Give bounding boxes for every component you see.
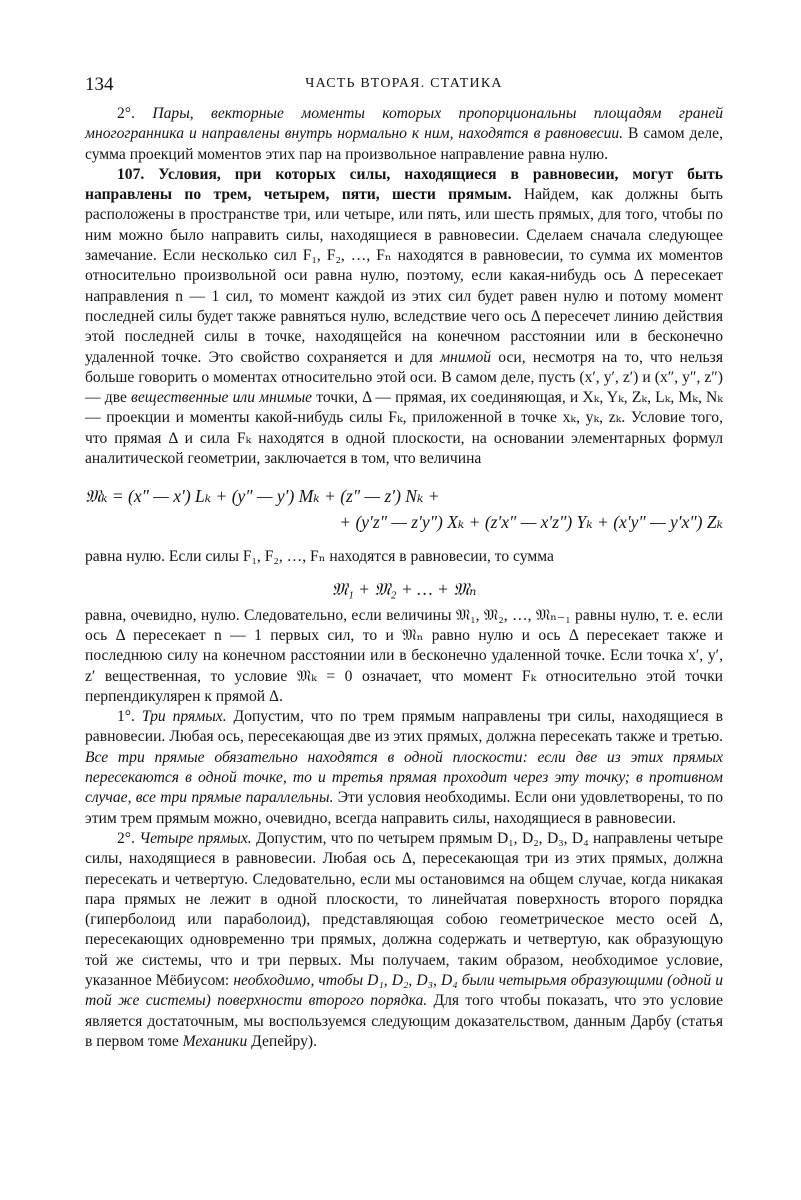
paragraph-text: В самом деле, сумма проекций моментов этих пар на произвольное направление равна нулю. xyxy=(85,125,723,163)
item-number: 2°. xyxy=(117,105,153,122)
italic-phrase: вещественные или мнимые xyxy=(131,389,313,407)
book-page xyxy=(85,70,723,1052)
paragraph-zero-sum: равна нулю. Если силы F₁, F₂, …, Fₙ находятся в равновесии, то сумма xyxy=(85,548,554,566)
page-header xyxy=(85,70,723,98)
case-four-lines xyxy=(85,829,723,1052)
paragraph-text: Допустим, что по трем прямым направлены три силы, находящиеся в равновесии. Любая ось, пересекающая две из этих прямых, должна пересекать также и третью. xyxy=(85,708,723,746)
italic-statement: Пары, векторные моменты которых пропорциональны площадям граней многогранника и направлены внутрь нормально к ним, находятся в равновесии. xyxy=(85,105,723,143)
case-heading: Три прямых. xyxy=(141,708,227,726)
section-107 xyxy=(85,165,723,469)
section-title: 107. Условия, при которых силы, находящиеся в равновесии, могут быть направлены по трем, четырем, пяти, шести прямым. xyxy=(85,165,723,204)
equation-sum: 𝔐₁ + 𝔐₂ + … + 𝔐ₙ xyxy=(331,578,477,599)
italic-word: мнимой xyxy=(440,348,492,366)
paragraph-pairs-equilibrium xyxy=(85,104,723,165)
paragraph-text: Для того чтобы показать, что это условие является достаточным, мы воспользуемся следующим доказательством, данным Дарбу (статья в первом томе xyxy=(85,992,723,1050)
page-number: 134 xyxy=(85,74,114,95)
paragraph-text: Эти условия необходимы. Если они удовлетворены, то по этим трем прямым можно, очевидно, всегда направить силы, находящиеся в равновесии. xyxy=(85,789,723,827)
paragraph-text: оси, несмотря на то, что нельзя больше говорить о моментах относительно этой оси. В самом деле, пусть (x′, y′, z′) и (x″, y″, z″) — две xyxy=(85,348,723,407)
paragraph-text: точки, Δ — прямая, их соединяющая, и Xₖ, Yₖ, Zₖ, Lₖ, Mₖ, Nₖ — проекции и моменты какой-нибудь силы Fₖ, приложенной в точке xₖ, yₖ, zₖ. Условие того, что прямая Δ и сила Fₖ находятся в одной плоскости, на основании элементарных формул аналитической геометрии, заключается в том, что величина xyxy=(85,389,723,468)
item-number: 2°. xyxy=(117,829,140,847)
paragraph-condition: равна, очевидно, нулю. Следовательно, если величины 𝔐₁, 𝔐₂, …, 𝔐ₙ₋₁ равны нулю, т. е. если ось Δ пересекает n — 1 первых сил, то и 𝔐ₙ равно нулю и ось Δ пересекает также и последнюю силу на конечном расстоянии или в бесконечно удаленной точке. Если точка x′, y′, z′ вещественная, то условие 𝔐ₖ = 0 означает, что момент Fₖ относительно этой точки перпендикулярен к прямой Δ. xyxy=(85,606,723,705)
paragraph-text: Найдем, как должны быть расположены в пространстве три, или четыре, или пять, или шесть прямых, для того, чтобы по ним можно было направить силы, находящиеся в равновесии. Сделаем сначала следующее замечание. Если несколько сил F₁, F₂, …, Fₙ находятся в равновесии, то сумма их моментов относительно произвольной оси равна нулю, поэтому, если какая-нибудь ось Δ пересекает направления n — 1 сил, то момент каждой из этих сил будет равен нулю и потому момент последней силы будет также равняться нулю, вследствие чего ось Δ пересечет линию действия этой последней силы в точке, находящейся на конечном расстоянии или в бесконечно удаленной точке. Это свойство сохраняется и для xyxy=(85,186,723,366)
running-head: ЧАСТЬ ВТОРАЯ. СТАТИКА xyxy=(305,76,503,91)
italic-statement: Все три прямые обязательно находятся в одной плоскости: если две из этих прямых пересекаются в одной точке, то и третья прямая проходит через эту точку; в противном случае, все три прямые параллельны. xyxy=(85,748,723,807)
item-number: 1°. xyxy=(117,708,142,726)
case-three-lines xyxy=(85,707,723,829)
paragraph-text: Допустим, что по четырем прямым D₁, D₂, D₃, D₄ направлены четыре силы, находящиеся в равновесии. Любая ось Δ, пересекающая три из этих прямых, должна пересекать и четвертую. Следовательно, если мы остановимся на общем случае, когда никакая пара прямых не лежит в одной плоскости, то линейчатая поверхность второго порядка (гиперболоид или параболоид), представляющая собою геометрическое место осей Δ, пересекающих одновременно три прямых, должна содержать и четвертую, как образующую той же системы, что и три первых. Мы получаем, таким образом, необходимое условие, указанное Мёбиусом: xyxy=(85,829,723,989)
paragraph-text: Депейру). xyxy=(247,1032,318,1050)
equation-moment-line-2: + (y′z″ — z′y″) Xₖ + (z′x″ — x′z″) Yₖ + (x′y″ — y′x″) Zₖ xyxy=(339,512,723,533)
case-heading: Четыре прямых. xyxy=(139,829,252,847)
italic-statement: необходимо, чтобы D₁, D₂, D₃, D₄ были четырьмя образующими (одной и той же системы) поверхности второго порядка. xyxy=(85,971,723,1010)
italic-word: Механики xyxy=(182,1032,248,1050)
equation-moment-line-1: 𝔐ₖ = (x″ — x′) Lₖ + (y″ — y′) Mₖ + (z″ — z′) Nₖ + xyxy=(85,486,440,507)
